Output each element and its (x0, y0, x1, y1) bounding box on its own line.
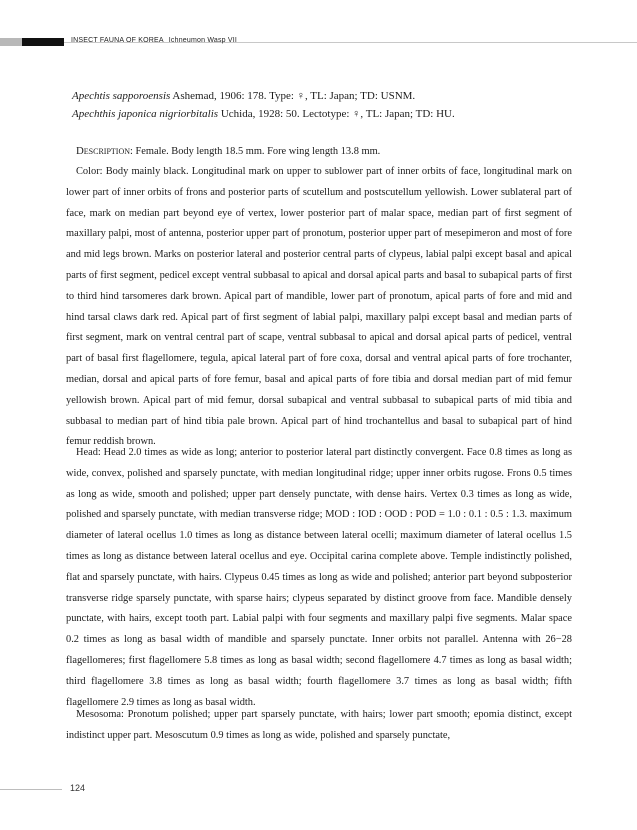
synonym-name: Apechtis sapporoensis (72, 90, 171, 102)
header-bar-black (22, 38, 64, 46)
page-number: 124 (70, 783, 86, 793)
mesosoma-paragraph: Mesosoma: Pronotum polished; upper part sparsely punctate, with hairs; lower part smooth; epomia distinct, except indistinct upper part. Mesoscutum 0.9 times as long as wide, polished and sparsely punctate, (66, 709, 572, 741)
footer-rule (0, 789, 62, 790)
synonym-name: Apechthis japonica nigriorbitalis (72, 108, 219, 120)
synonym-citation: Ashemad, 1906: 178. Type: ♀, TL: Japan; TD: USNM. (170, 90, 416, 102)
synonym-citation: Uchida, 1928: 50. Lectotype: ♀, TL: Japan; TD: HU. (218, 108, 455, 120)
header-series: INSECT FAUNA OF KOREA (71, 37, 164, 44)
header-volume: Ichneumon Wasp VII (168, 37, 238, 44)
header-bar-gray (0, 38, 22, 46)
description-intro (66, 141, 572, 163)
running-header (71, 37, 237, 44)
synonym-line (72, 107, 455, 122)
color-paragraph: Color: Body mainly black. Longitudinal mark on upper to sublower part of inner orbits of face, longitudinal mark on lower part of inner orbits of frons and posterior parts of scutellum and postscutellum yellowish. Lower sublateral part of face, mark on median part beyond eye of vertex, lower posterior part of malar space, median part of first segment of maxillary palpi, most of antenna, posterior upper part of pronotum, posterior upper part of mesepimeron and most of fore and mid legs brown. Marks on posterior lateral and posterior central parts of clypeus, labial palpi except basal and apical parts of first segment, pedicel except ventral subbasal to apical and dorsal apical parts and basal to subapical parts of first to third hind tarsomeres dark brown. Apical part of mandible, lower part of pronotum, apical parts of fore and mid and hind tarsal claws dark red. Apical part of first segment of labial palpi, maxillary palpi except basal and median parts of first segment, mark on ventral central part of scape, ventral subbasal to apical and dorsal apical parts of pedicel, ventral part of basal first flagellomere, tegula, apical lateral part of fore coxa, dorsal and ventral apical parts of fore trochanter, median, dorsal and apical parts of fore femur, basal and apical parts of fore tibia and dorsal median part of mid femur yellowish brown. Apical part of mid femur, dorsal subapical and ventral subbasal to subapical parts of mid tibia and subbasal to median part of hind tibia pale brown. Apical part of hind trochantellus and basal to subapical part of hind femur reddish brown. (66, 166, 572, 448)
synonym-line (72, 89, 415, 104)
head-paragraph: Head: Head 2.0 times as wide as long; anterior to posterior lateral part distinctly convergent. Face 0.8 times as long as wide, convex, polished and sparsely punctate, with median longitudinal ridge; upper inner orbits rugose. Frons 0.5 times as long as wide, smooth and polished; upper part densely punctate, with dense hairs. Vertex 0.3 times as long as wide, polished and sparsely punctate, with median transverse ridge; MOD : IOD : OOD : POD = 1.0 : 0.1 : 0.5 : 1.3. maximum diameter of lateral ocellus 1.0 times as long as distance between lateral ocelli; maximum diameter of lateral ocellus 1.5 times as long as distance between lateral ocellus and eye. Occipital carina complete above. Temple indistinctly polished, flat and sparsely punctate, with hairs. Clypeus 0.45 times as long as wide and polished; anterior part beyond subposterior transverse ridge sparsely punctate, with sparse hairs; clypeus separated by distinct groove from face. Mandible densely punctate, with hairs, except tooth part. Labial palpi with four segments and maxillary palpi five segments. Malar space 0.2 times as long as basal width of mandible and sparsely punctate. Inner orbits not parallel. Antenna with 26−28 flagellomeres; first flagellomere 5.8 times as long as basal width; second flagellomere 4.7 times as long as basal width; third flagellomere 3.8 times as long as basal width; fourth flagellomere 3.7 times as long as basal width; fifth flagellomere 2.9 times as long as basal width. (66, 447, 572, 708)
description-intro-text: : Female. Body length 18.5 mm. Fore wing length 13.8 mm. (130, 146, 381, 157)
description-label: Description (76, 145, 131, 157)
